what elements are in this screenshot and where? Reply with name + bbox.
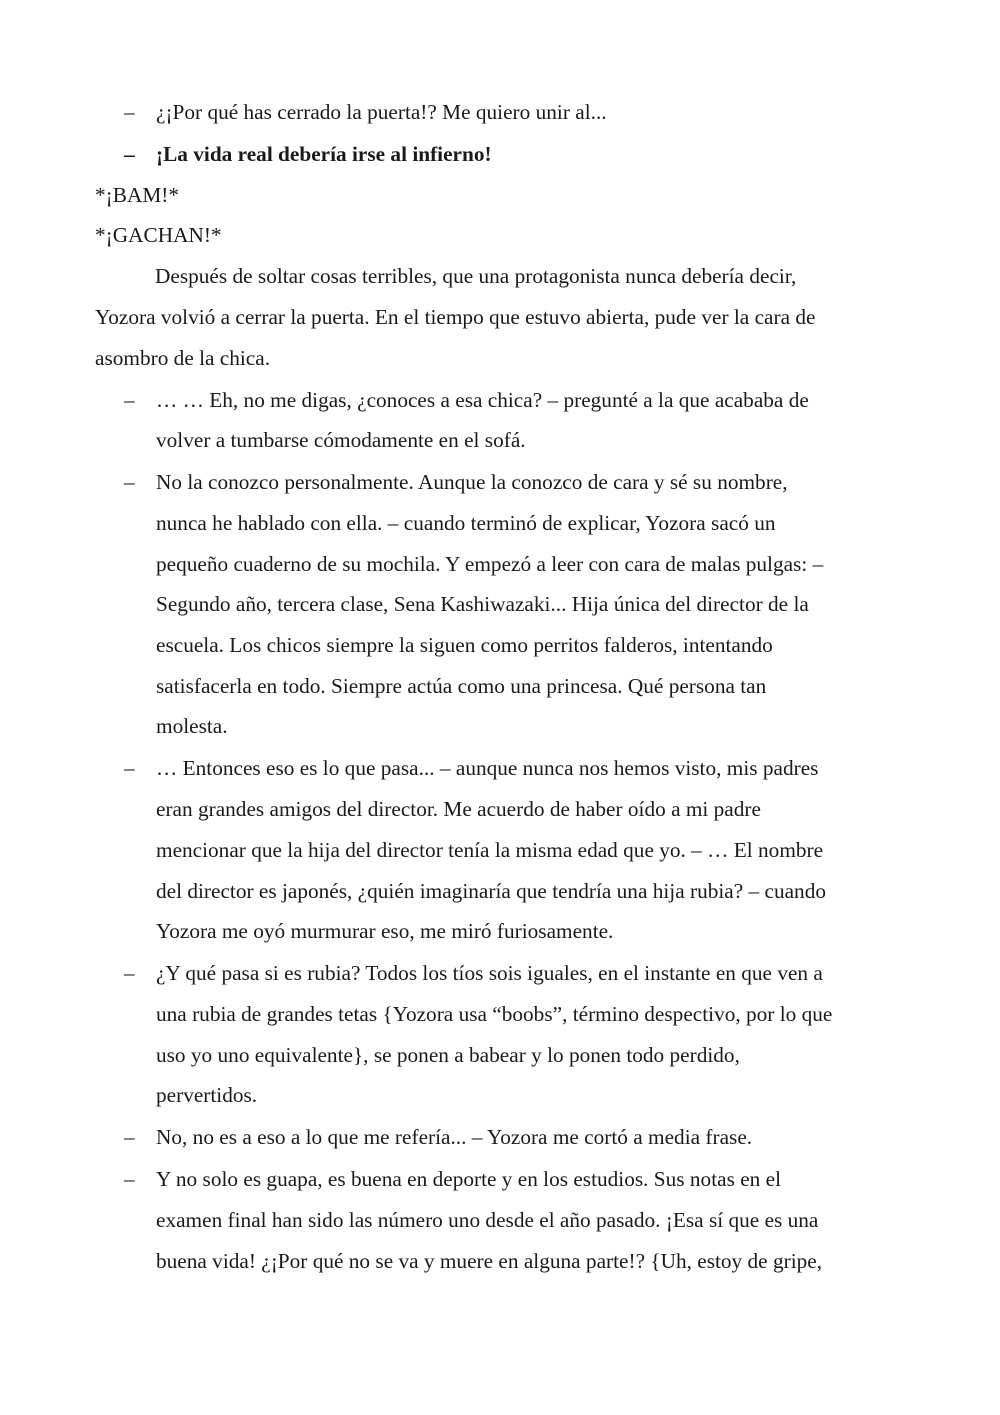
dialogue-line: Segundo año, tercera clase, Sena Kashiwazaki... Hija única del director de la [156,592,809,617]
dialogue-line: pervertidos. [156,1083,258,1108]
dialogue-dash: – [124,756,135,781]
dialogue-line: ¿Y qué pasa si es rubia? Todos los tíos sois iguales, en el instante en que ven a [156,961,823,986]
dialogue-dash: – [124,961,135,986]
dialogue-item [95,748,907,952]
dialogue-item [95,462,907,747]
dialogue-line: volver a tumbarse cómodamente en el sofá. [156,428,526,453]
dialogue-dash: – [124,100,135,124]
dialogue-dash: – [124,142,135,166]
dialogue-line: ¿¡Por qué has cerrado la puerta!? Me quiero unir al... [156,100,607,124]
dialogue-dash: – [124,1125,135,1150]
dialogue-line: mencionar que la hija del director tenía la misma edad que yo. – … El nombre [156,837,824,862]
sound-effect: *¡BAM!* [95,182,180,207]
dialogue-line: … … Eh, no me digas, ¿conoces a esa chica? – pregunté a la que acababa de [156,387,809,412]
dialogue-line: ¡La vida real debería irse al infierno! [156,142,492,166]
dialogue-line: buena vida! ¿¡Por qué no se va y muere en alguna parte!? {Uh, estoy de gripe, [156,1248,823,1273]
sound-effect: *¡GACHAN!* [95,223,222,248]
dialogue-line: uso yo uno equivalente}, se ponen a babear y lo ponen todo perdido, [156,1042,740,1067]
dialogue-item [95,134,907,175]
dialogue-line: No, no es a eso a lo que me refería... – Yozora me cortó a media frase. [156,1125,753,1150]
dialogue-line: examen final han sido las número uno desde el año pasado. ¡Esa sí que es una [156,1208,819,1233]
dialogue-line: … Entonces eso es lo que pasa... – aunque nunca nos hemos visto, mis padres [156,756,819,781]
paragraph-line: Después de soltar cosas terribles, que una protagonista nunca debería decir, [155,264,797,289]
dialogue-line: escuela. Los chicos siempre la siguen como perritos falderos, intentando [156,633,773,658]
narration-paragraph [95,256,907,378]
dialogue-dash: – [124,470,135,495]
dialogue-line: nunca he hablado con ella. – cuando terminó de explicar, Yozora sacó un [156,510,776,535]
dialogue-line: molesta. [156,714,228,739]
paragraph-line: Yozora volvió a cerrar la puerta. En el tiempo que estuvo abierta, pude ver la cara de [95,304,816,329]
dialogue-dash: – [124,1167,135,1192]
dialogue-item [95,953,907,1116]
dialogue-line: una rubia de grandes tetas {Yozora usa “boobs”, término despectivo, por lo que [156,1001,833,1026]
dialogue-item [95,1117,907,1158]
document-body [95,92,907,1281]
dialogue-item [95,380,907,461]
dialogue-line: pequeño cuaderno de su mochila. Y empezó a leer con cara de malas pulgas: – [156,551,824,576]
dialogue-item [95,1159,907,1281]
dialogue-line: Yozora me oyó murmurar eso, me miró furiosamente. [156,919,614,944]
dialogue-line: del director es japonés, ¿quién imaginaría que tendría una hija rubia? – cuando [156,878,826,903]
dialogue-item [95,92,907,133]
dialogue-line: eran grandes amigos del director. Me acuerdo de haber oído a mi padre [156,797,761,822]
dialogue-line: Y no solo es guapa, es buena en deporte y en los estudios. Sus notas en el [156,1167,781,1192]
dialogue-line: No la conozco personalmente. Aunque la conozco de cara y sé su nombre, [156,470,788,495]
paragraph-line: asombro de la chica. [95,345,271,370]
dialogue-line: satisfacerla en todo. Siempre actúa como una princesa. Qué persona tan [156,673,767,698]
dialogue-dash: – [124,387,135,412]
